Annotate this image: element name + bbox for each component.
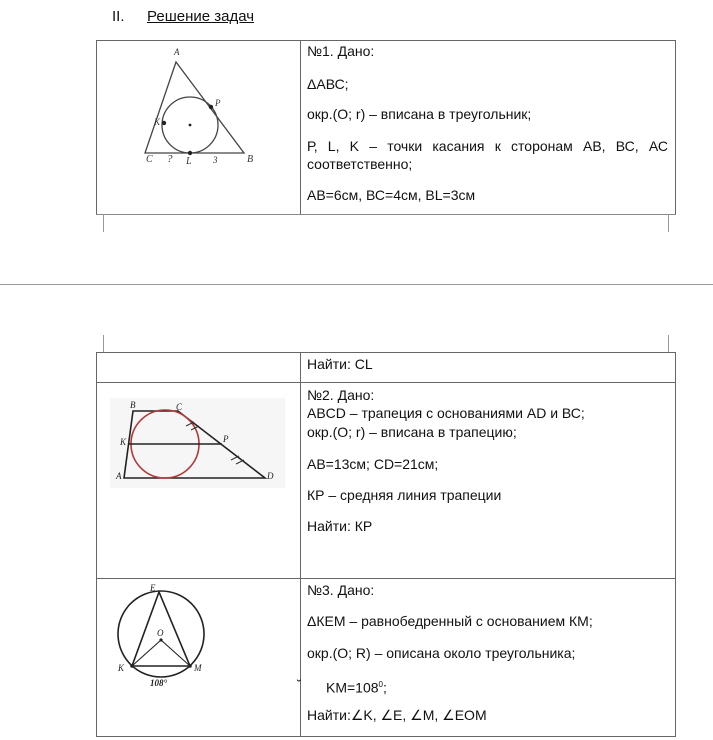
label-C: C — [176, 402, 183, 412]
label-K: K — [120, 437, 127, 447]
label-K: K — [118, 663, 125, 673]
degree-sign: 0 — [378, 680, 383, 689]
task3-line-2: окр.(О; R) – описана около треугольника; — [307, 645, 576, 661]
section-number: II. — [112, 8, 125, 25]
task3-line-1: ΔКЕМ – равнобедренный с основанием КМ; — [307, 613, 593, 629]
label-B: B — [247, 154, 254, 165]
task2-line-3: АВ=13см; CD=21см; — [307, 456, 439, 472]
label-O: O — [157, 628, 164, 638]
task2-header: №2. Дано: — [307, 387, 375, 403]
label-B: B — [130, 400, 136, 410]
label-P: P — [215, 98, 221, 108]
circumscribed-triangle-figure — [110, 582, 210, 690]
task3-header: №3. Дано: — [307, 582, 375, 598]
label-arc-108: 108° — [150, 678, 168, 688]
task3-line-3-semicolon: ; — [383, 679, 387, 696]
task1-line-3: Р, L, K – точки касания к сторонам АВ, ВС, АС соответственно; — [307, 138, 668, 172]
task1-find: Найти: CL — [307, 356, 373, 372]
label-P: P — [223, 434, 229, 444]
trapezoid-incircle-figure — [110, 398, 285, 488]
arc-mark: ˘ — [297, 677, 302, 692]
label-3: 3 — [213, 155, 218, 165]
task1-header: №1. Дано: — [307, 43, 375, 59]
task2-line-4: КР – средняя линия трапеции — [307, 487, 502, 503]
task3-line-4: Найти:∠K, ∠E, ∠M, ∠EOM — [307, 707, 487, 723]
label-A: A — [116, 471, 122, 481]
triangle-incircle-figure — [110, 45, 290, 175]
label-L: L — [186, 156, 192, 167]
label-question: ? — [167, 153, 173, 165]
task1-line-2: окр.(О; r) – вписана в треугольник; — [307, 106, 532, 122]
label-E: E — [150, 583, 156, 593]
task1-line-1: ΔАВС; — [307, 76, 349, 92]
label-M: M — [194, 663, 202, 673]
task2-line-1: ABCD – трапеция с основаниями AD и ВС; — [307, 405, 585, 421]
task3-line-3-text: KM=108 — [326, 679, 379, 696]
section-title: Решение задач — [147, 8, 255, 25]
task1-line-4: АВ=6см, ВС=4см, BL=3см — [307, 187, 476, 203]
label-C: C — [146, 154, 153, 165]
label-A: A — [174, 47, 180, 57]
label-D: D — [267, 471, 274, 481]
page-break — [0, 284, 713, 285]
label-K: K — [154, 117, 161, 127]
task2-line-2: окр.(О; r) – вписана в трапецию; — [307, 424, 517, 440]
task3-line-3 — [326, 676, 387, 697]
task2-line-5: Найти: КР — [307, 518, 373, 534]
